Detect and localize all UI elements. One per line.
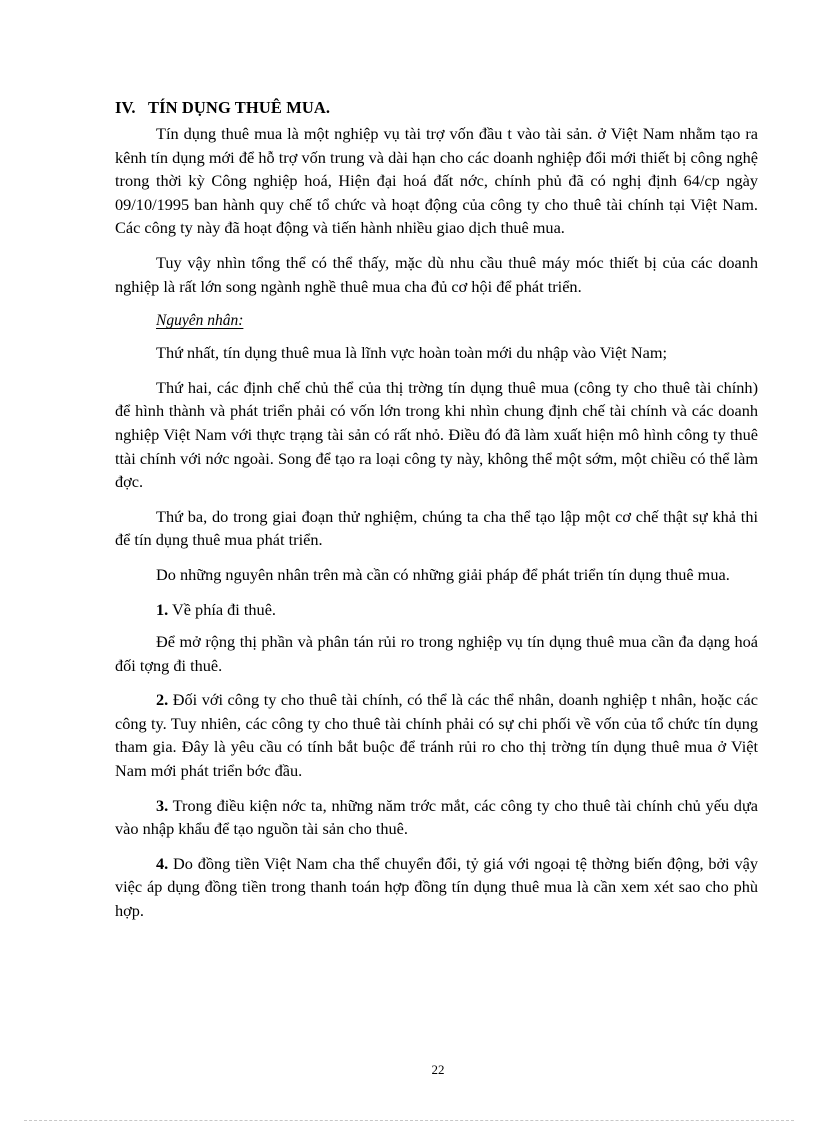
paragraph-cause-2: Thứ hai, các định chế chủ thể của thị trờng tín dụng thuê mua (công ty cho thuê tài chính) để hình thành và phát triển phải có vốn lớn trong khi nhìn chung định chế tài chính và các doanh nghiệp Việt Nam với thực trạng tài sản có rất nhỏ. Điều đó đã làm xuất hiện mô hình công ty thuê ttài chính với nớc ngoài. Song để tạo ra loại công ty này, không thể một sớm, một chiều có thể làm đợc. [115,377,758,492]
paragraph-overview: Tuy vậy nhìn tổng thể có thể thấy, mặc dù nhu cầu thuê máy móc thiết bị của các doanh nghiệp là rất lớn song ngành nghề thuê mua cha đủ cơ hội để phát triển. [115,252,758,296]
solution-item-4 [115,852,758,923]
page-content [115,96,758,934]
solution-item-1 [115,598,758,622]
page-number: 22 [431,1062,445,1077]
paragraph-solutions-intro: Do những nguyên nhân trên mà cần có những giải pháp để phát triển tín dụng thuê mua. [156,564,730,584]
section-title: TÍN DỤNG THUÊ MUA. [148,98,331,117]
solution-item-1-text: Về phía đi thuê. [168,599,276,619]
footer-divider [24,1120,794,1121]
solution-item-2-text: Đối với công ty cho thuê tài chính, có thể là các thể nhân, doanh nghiệp t nhân, hoặc các công ty. Tuy nhiên, các công ty cho thuê tài chính phải có sự chi phối về vốn của tổ chức tín dụng tham gia. Đây là yêu cầu có tính bắt buộc để tránh rủi ro cho thị trờng tín dụng thuê mua ở Việt Nam mới phát triển bớc đầu. [115,690,758,781]
solution-item-3 [115,794,758,841]
paragraph-lessee-diversification: Để mở rộng thị phần và phân tán rủi ro trong nghiệp vụ tín dụng thuê mua cần đa dạng hoá đối tợng đi thuê. [115,632,758,675]
solution-item-4-text: Do đồng tiền Việt Nam cha thể chuyển đổi, tỷ giá với ngoại tệ thờng biến động, bởi vậy việc áp dụng đồng tiền trong thanh toán hợp đồng tín dụng thuê mua là cần xem xét sao cho phù hợp. [115,853,758,921]
solution-item-2-number: 2. [156,690,169,710]
solution-item-4-number: 4. [156,853,169,873]
section-heading [115,96,758,120]
paragraph-intro: Tín dụng thuê mua là một nghiệp vụ tài trợ vốn đầu t vào tài sản. ở Việt Nam nhằm tạo ra kênh tín dụng mới để hỗ trợ vốn trung và dài hạn cho các doanh nghiệp đổi mới thiết bị công nghệ trong thời kỳ Công nghiệp hoá, Hiện đại hoá đất nớc, chính phủ đã có nghị định 64/cp ngày 09/10/1995 ban hành quy chế tổ chức và hoạt động của công ty cho thuê tài chính tại Việt Nam. Các công ty này đã hoạt động và tiến hành nhiều giao dịch thuê mua. [115,124,758,238]
causes-label: Nguyên nhân: [156,312,244,330]
section-number: IV. [115,98,136,117]
solution-item-2 [115,688,758,782]
solution-item-1-number: 1. [156,599,169,619]
paragraph-cause-1: Thứ nhất, tín dụng thuê mua là lĩnh vực hoàn toàn mới du nhập vào Việt Nam; [156,343,668,363]
paragraph-cause-3: Thứ ba, do trong giai đoạn thử nghiệm, chúng ta cha thể tạo lập một cơ chế thật sự khả thi để tín dụng thuê mua phát triển. [115,506,758,550]
solution-item-3-text: Trong điều kiện nớc ta, những năm trớc mắt, các công ty cho thuê tài chính chủ yếu dựa vào nhập khẩu để tạo nguồn tài sản cho thuê. [115,795,758,839]
solution-item-3-number: 3. [156,795,169,815]
